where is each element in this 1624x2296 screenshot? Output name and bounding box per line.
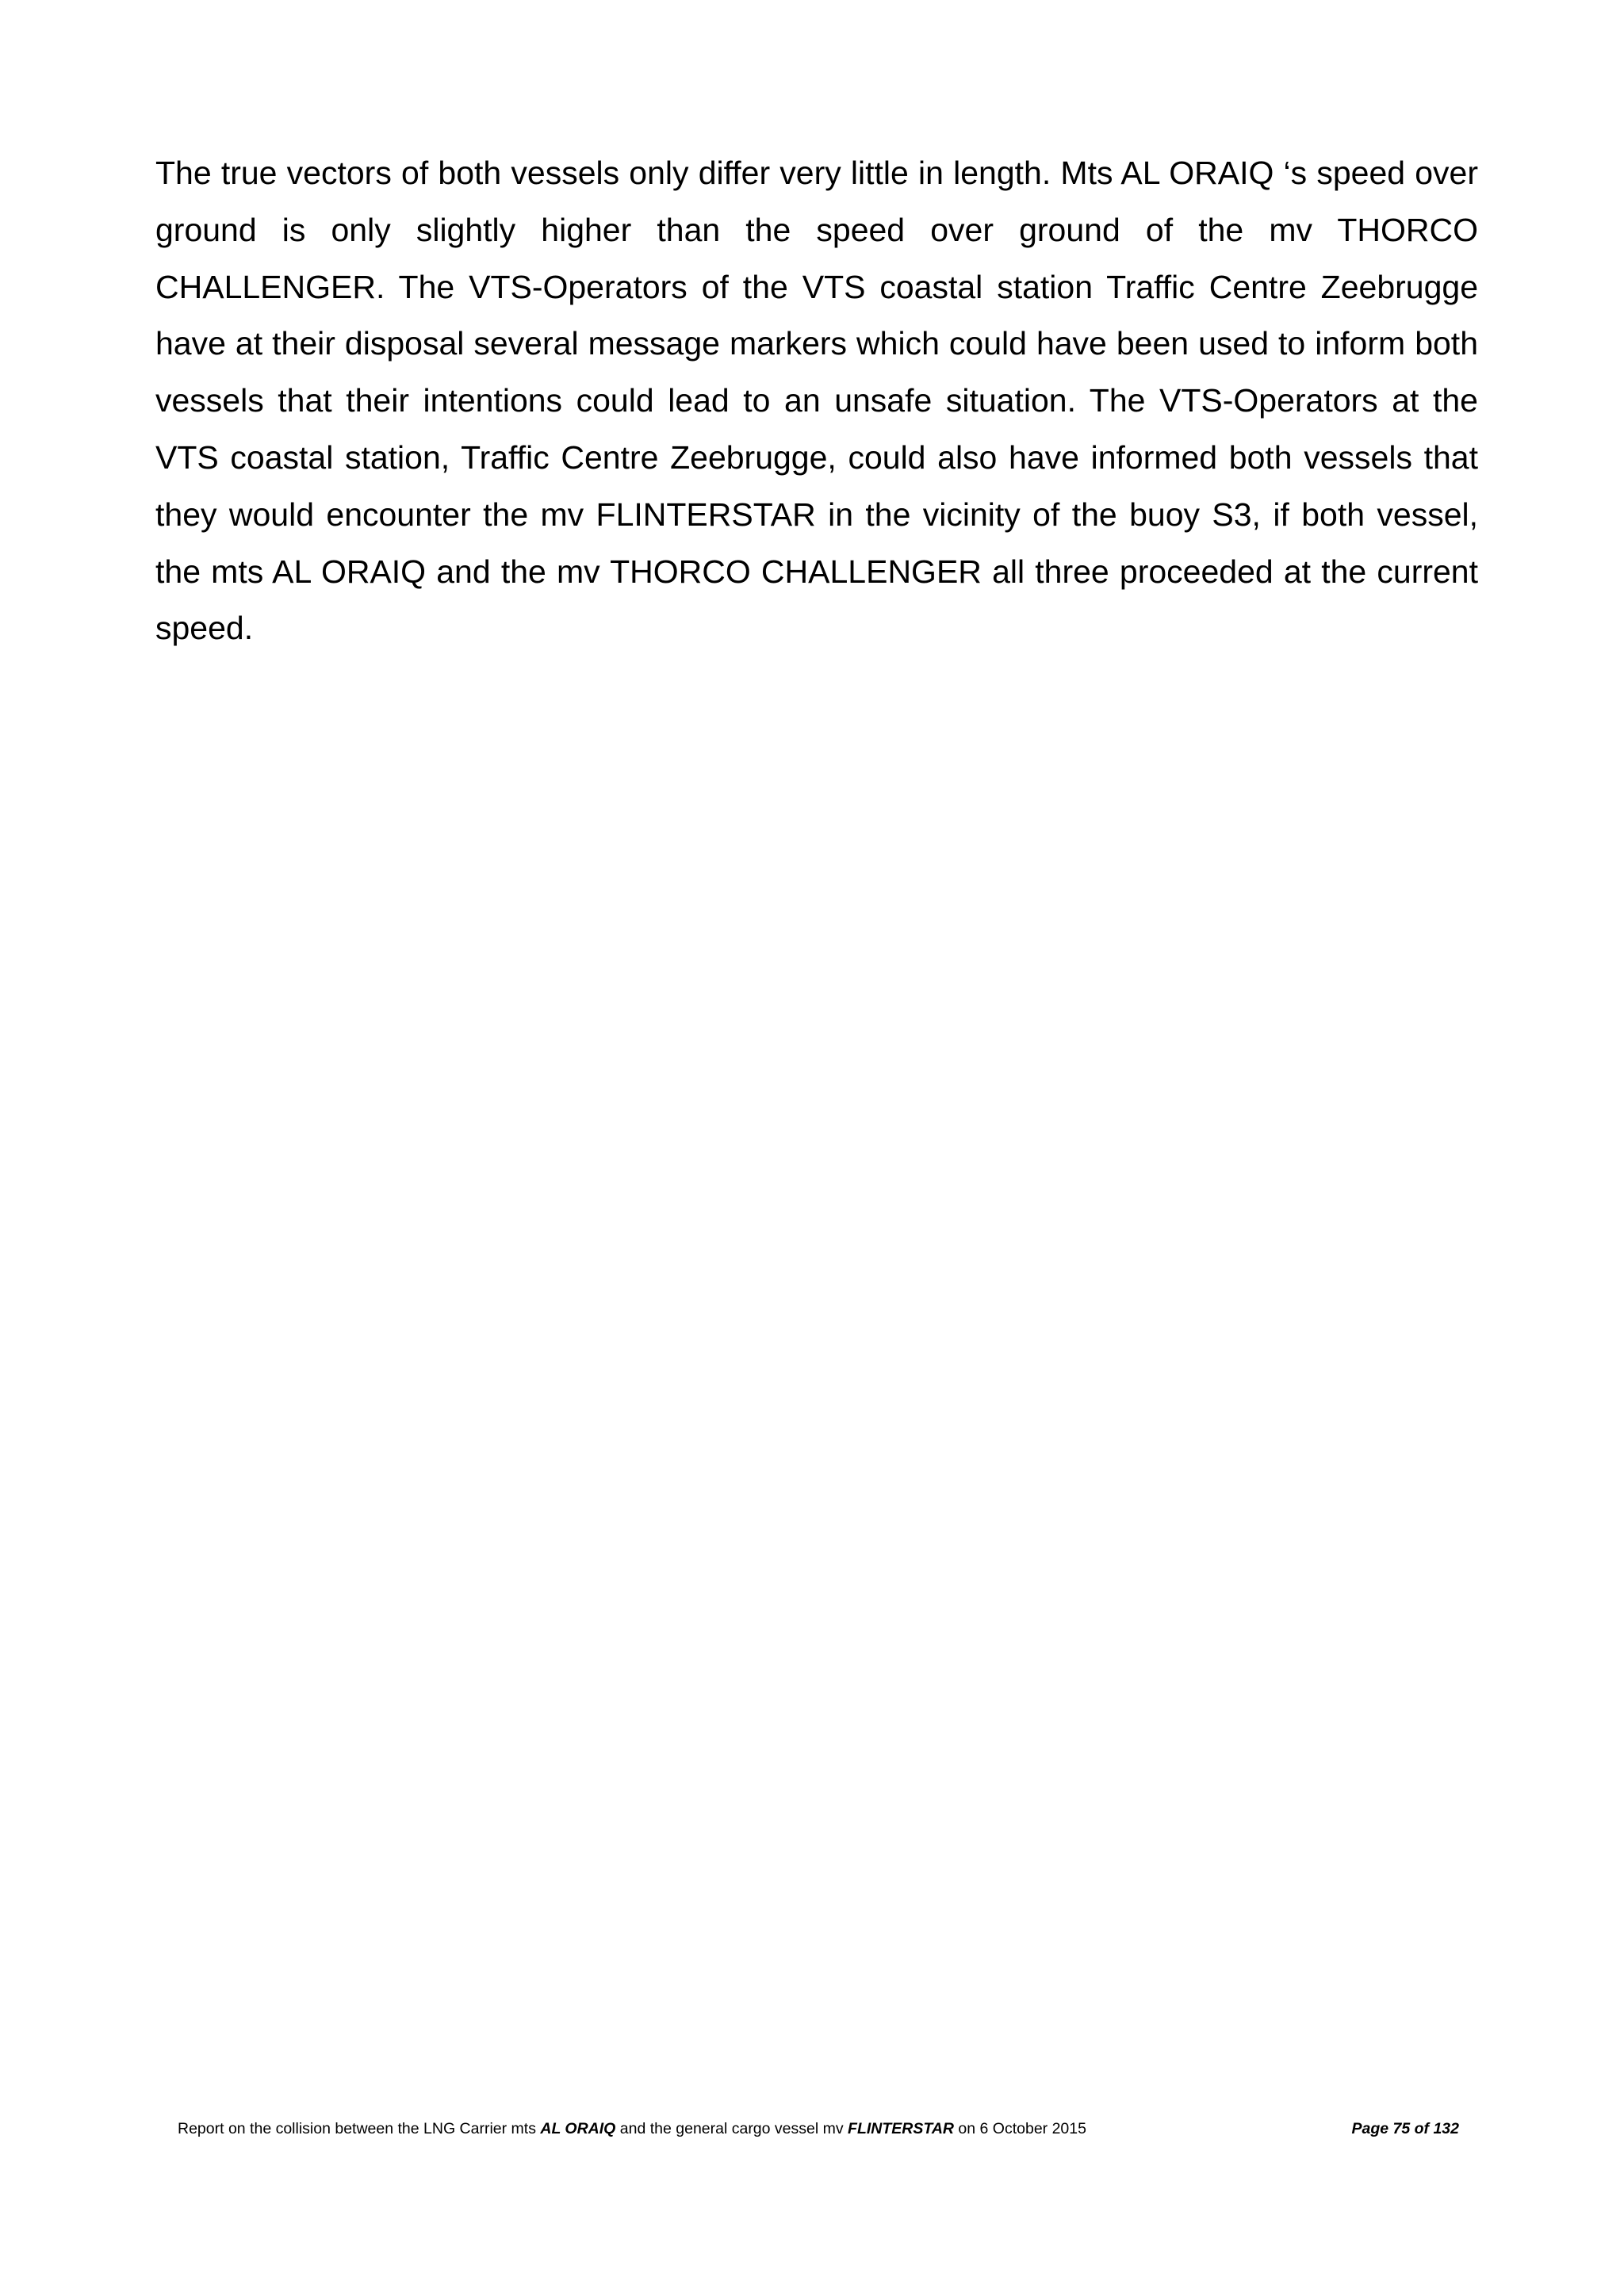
footer-report-title (178, 2118, 1086, 2140)
page-number: Page 75 of 132 (1351, 2120, 1459, 2137)
footer-text-3: on 6 October 2015 (954, 2120, 1086, 2137)
footer-text-1: Report on the collision between the LNG Carrier mts (178, 2120, 541, 2137)
body-paragraph: The true vectors of both vessels only differ very little in length. Mts AL ORAIQ ‘s speed over ground is only slightly higher than the speed over ground of the mv THORCO CHALLENGER. The VTS-Operators of the VTS coastal station Traffic Centre Zeebrugge have at their disposal several message markers which could have been used to inform both vessels that their intentions could lead to an unsafe situation. The VTS-Operators at the VTS coastal station, Traffic Centre Zeebrugge, could also have informed both vessels that they would encounter the mv FLINTERSTAR in the vicinity of the buoy S3, if both vessel, the mts AL ORAIQ and the mv THORCO CHALLENGER all three proceeded at the current speed. (155, 155, 1478, 647)
footer-text-2: and the general cargo vessel mv (615, 2120, 848, 2137)
page-footer (178, 2118, 1459, 2140)
footer-vessel-1: AL ORAIQ (540, 2120, 616, 2137)
footer-vessel-2: FLINTERSTAR (848, 2120, 954, 2137)
